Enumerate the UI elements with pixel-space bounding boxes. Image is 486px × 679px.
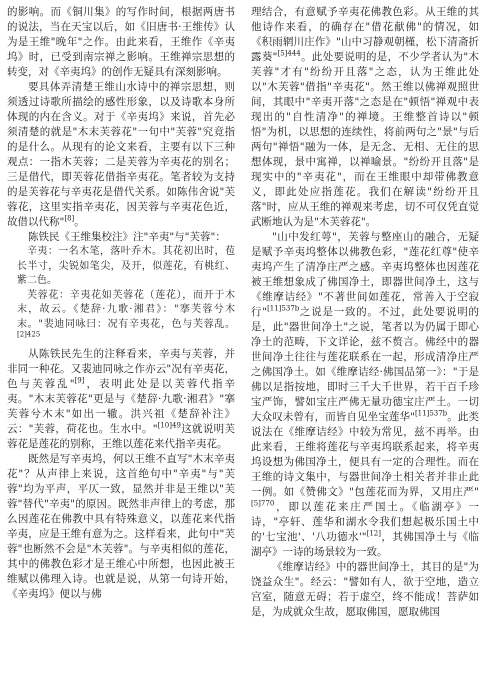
paragraph-7-text-d: ，即以莲花来庄严国土。《临湖亭》一诗，"亭轩、莲华和湖水令我们想起极乐国土中的'七宝池'、'八功德水'" xyxy=(251,501,479,543)
paragraph-4-text-b: ，表明此处是以芙蓉代指辛夷。"木末芙蓉花"更是与《楚辞·九歌·湘君》"搴芙蓉兮木末"如出一辙。洪兴祖《楚辞补注》云："芙蓉，荷花也。生水中。" xyxy=(7,377,235,435)
paragraph-6-text-b: 。此处要说明的是，不少学者认为"木芙蓉"才有"纷纷开且落"之态，认为王维此处以"木芙蓉"借指"辛夷花"。然王维以佛禅观照世间，其眼中"辛夷开落"之态是在"顿悟"禅观中表现出的"自性清净"的禅境。王维整首诗以"顿悟"为机，以思想的连续性，将前两句之"景"与后两句"禅悟"融为一体，是无念、无相、无住的思想体现，景中寓禅，以禅喻景。"纷纷开且落"是现实中的"辛夷花"，而在王维眼中却带佛教意义，即此处应指莲花。我们在解读"纷纷开且落"时，应从王维的禅观来考虑，切不可仅凭直觉武断地认为是"木芙蓉花"。 xyxy=(251,51,479,228)
paragraph-3: 陈铁民《王维集校注》注"辛夷"与"芙蓉"： xyxy=(28,231,226,243)
paragraph-2 xyxy=(7,80,235,230)
paragraph-4-text-c: 这就说明芙蓉花是莲花的别称，王维以莲花来代指辛夷花。 xyxy=(7,422,235,450)
citation-ref: [5]770 xyxy=(251,499,275,508)
paragraph-6-text-a: 理结合，有意赋予辛夷花佛教色彩。从王维的其他诗作来看，的确存在"借花献佛"的情况，如《积雨辋川庄作》"山中习静观朝槿，松下清斋折露葵" xyxy=(251,6,479,63)
paragraph-6 xyxy=(251,5,479,230)
citation-ref: [11]537b xyxy=(267,304,300,313)
paragraph-7-text-c: 。此类说法在《维摩诘经》中较为常见，兹不再举。由此来看，王维将莲花与辛夷坞联系起来，将辛夷坞设想为佛国净土，便具有一定的合理性。而在王维的诗文集中，与器世间净土相关者并非止此一例。如《赞佛文》"包莲花而为界，又用庄严" xyxy=(251,411,479,498)
paragraph-2-text: 要具体弄清楚王维山水诗中的禅宗思想，则须透过诗歌所描绘的感性形象，以及诗歌本身所体现的内在含义。对于《辛夷坞》来说，首先必须清楚的就是"木末芙蓉花"一句中"芙蓉"究竟指的是什么。从现有的论文来看，主要有以下三种观点：一指木芙蓉；二是芙蓉为辛夷花的别名；三是借代，即芙蓉花借指辛夷花。笔者较为支持的是芙蓉花与辛夷花是借代关系。如陈伟舍说"芙蓉花，这里实指辛夷花，因芙蓉与辛夷花色近，故借以代称" xyxy=(7,81,235,228)
paragraph-7-text-e: ，其佛国净土与《临湖亭》一诗的场景较为一致。 xyxy=(251,531,479,558)
paragraph-8: 《维摩诘经》中的器世间净土，其目的是"为饶益众生"。经云："譬如有人，欲于空地，造立宫室，随意无碍；若于虚空，终不能成！菩萨如是，为成就众生故，愿取佛国，愿取佛国 xyxy=(251,561,479,618)
citation-ref: [8] xyxy=(64,214,75,223)
paragraph-4 xyxy=(7,347,235,452)
block-quote-furong xyxy=(7,289,235,347)
paragraph-7-text-a: "山中发红萼"，芙蓉与整座山的融合，无疑是赋予辛夷坞整体以佛教色彩，"莲花红尊"使辛夷坞产生了清净庄严之感。辛夷坞整体也因莲花被王维想象成了佛国净土，即器世间净土，这与《维摩诘经》"不著世间如莲花，常善入于空寂行" xyxy=(251,231,479,318)
block-quote-furong-text: 芙蓉花：辛夷花如芙蓉花（莲花），而开于木末，故云。《楚辞·九歌·湘君》："搴芙蓉兮木末。"裴迪同咏曰：况有辛夷花，色与芙蓉乱。 xyxy=(17,289,235,330)
left-column xyxy=(7,5,235,677)
paragraph-2-end: 。 xyxy=(74,216,85,228)
citation-ref: [12] xyxy=(366,529,381,538)
citation-ref: [10]49 xyxy=(157,421,181,429)
right-column xyxy=(251,5,479,677)
citation-ref: [11]537b xyxy=(414,409,448,418)
citation-ref: [2]425 xyxy=(17,330,41,339)
citation-ref: [9] xyxy=(74,376,85,384)
paragraph-7-text-b: 之说是一致的。不过，此处要说明的是，此"器世间净土"之说，笔者以为仍属于即心净土的范畴，下文详论，兹不赘言。佛经中的器世间净土往往与莲花联系在一起，形成清净庄严之佛国净土。如《维摩诘经·佛国品第一》："于是佛以足指按地，即时三千大千世界，若干百千珍宝严饰，譬如宝庄严佛无量功德宝庄严土。一切大众叹未曾有，而皆自见坐宝莲华" xyxy=(251,306,479,423)
paragraph-5: 既然是写辛夷坞，何以王维不直写"木末辛夷花"？从声律上来说，这首绝句中"辛夷"与"芙蓉"均为平声，平仄一致，显然并非是王维以"芙蓉"替代"辛夷"的原因。既然非声律上的考虑，那么因莲花在佛教中具有特殊意义，以莲花来代指辛夷，应是王维有意为之。这样看来，此句中"芙蓉"也断然不会是"木芙蓉"。与辛夷相似的莲花，其中的佛教色彩才是王维心中所想，也因此被王维赋以佛理入诗。也就是说，从第一句诗开始，《辛夷坞》便以与佛 xyxy=(7,452,235,600)
paragraph-1: 的影响。而《铜川集》的写作时间，根据两唐书的说法，当在天宝以后，如《旧唐书·王维传》认为是王维"晚年"之作。由此来看，王维作《辛夷坞》时，已受到南宗禅之影响。王维禅宗思想的转变，对《辛夷坞》的创作无疑具有深刻影响。 xyxy=(7,6,235,78)
paragraph-7 xyxy=(251,230,479,560)
block-quote-xinyi: 辛夷：一名木笔，落叶乔木。其花初出时，苞长半寸，尖锐如笔尖，及开，似莲花，有桃红、紫二色。 xyxy=(17,246,235,286)
citation-ref: [5]444 xyxy=(277,49,301,58)
paragraph-4-text-a: 从陈铁民先生的注释看来，辛夷与芙蓉，并非同一种花。又裴迪同咏之作亦云"况有辛夷花，色与芙蓉乱" xyxy=(7,347,235,390)
